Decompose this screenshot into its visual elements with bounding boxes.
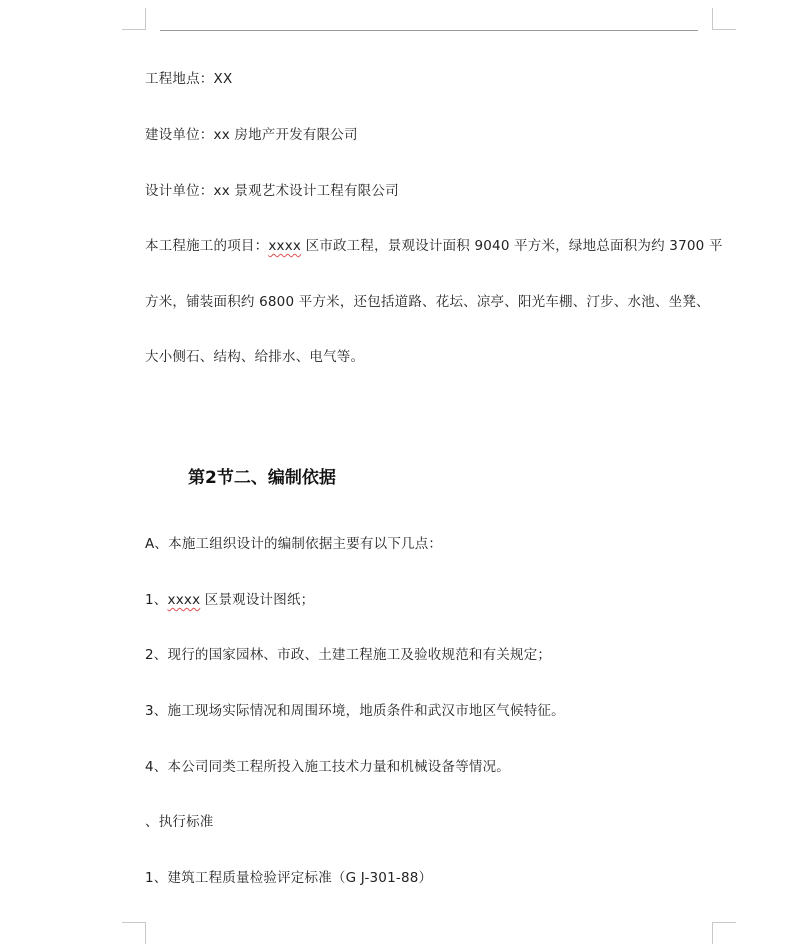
paragraph-project-rest: 区市政工程，景观设计面积 9040 平方米，绿地总面积为约 3700 平 — [301, 238, 723, 254]
paragraph-project-line-1 — [145, 236, 723, 256]
spellcheck-word: xxxx — [167, 592, 201, 608]
paragraph-project-prefix: 本工程施工的项目： — [145, 238, 269, 254]
list-item-rest: 区景观设计图纸； — [200, 592, 315, 608]
list-item-prefix: 1、 — [145, 592, 168, 608]
header-rule — [160, 30, 698, 31]
list-item: A、本施工组织设计的编制依据主要有以下几点： — [145, 536, 443, 552]
list-item: 1、建筑工程质量检验评定标准（G J-301-88） — [145, 870, 433, 886]
paragraph-developer: 建设单位：xx 房地产开发有限公司 — [145, 127, 358, 143]
list-item: 、执行标准 — [145, 814, 214, 830]
paragraph-location: 工程地点：XX — [145, 71, 233, 87]
list-item: 4、本公司同类工程所投入施工技术力量和机械设备等情况。 — [145, 759, 510, 775]
paragraph-project-line-3: 大小侧石、结构、给排水、电气等。 — [145, 349, 365, 365]
paragraph-designer: 设计单位：xx 景观艺术设计工程有限公司 — [145, 183, 399, 199]
list-item: 3、施工现场实际情况和周围环境，地质条件和武汉市地区气候特征。 — [145, 703, 565, 719]
list-item: 2、现行的国家园林、市政、土建工程施工及验收规范和有关规定； — [145, 647, 552, 663]
paragraph-project-line-2: 方米，铺装面积约 6800 平方米，还包括道路、花坛、凉亭、阳光车棚、汀步、水池、坐凳、 — [145, 294, 710, 310]
list-item — [145, 590, 314, 610]
spellcheck-word: xxxx — [268, 238, 302, 254]
section-heading: 第2节二、编制依据 — [188, 468, 336, 488]
